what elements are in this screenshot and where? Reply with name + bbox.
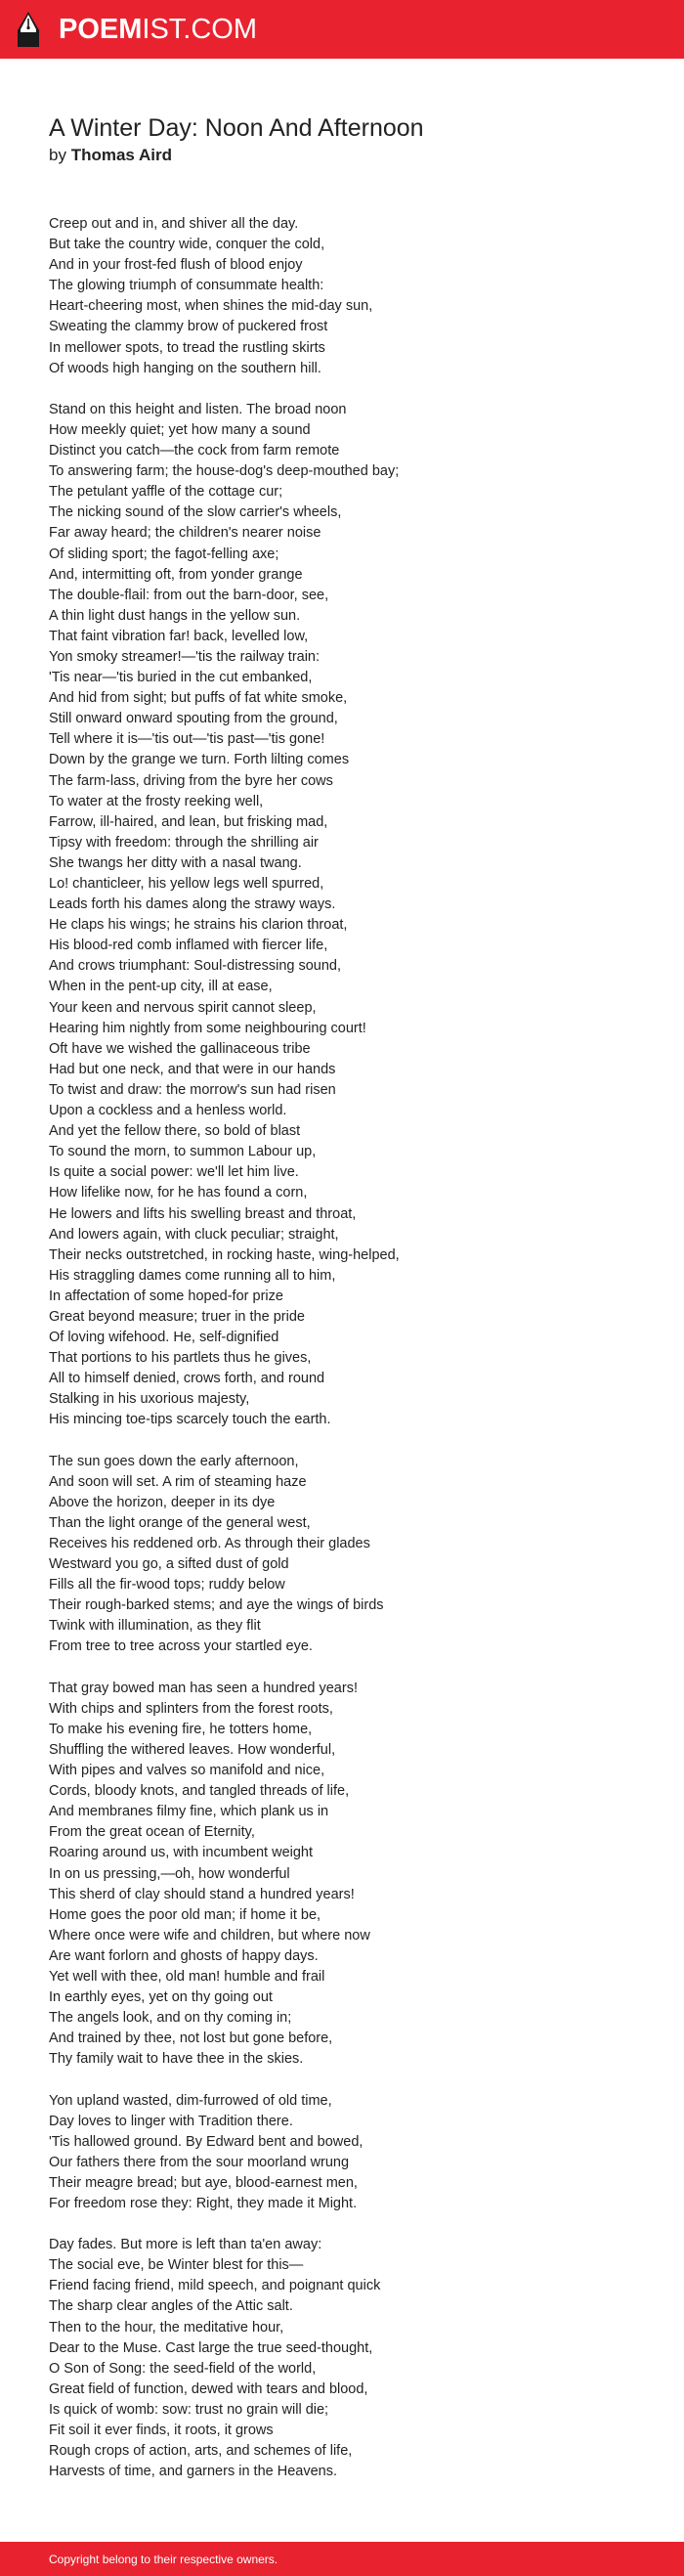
poem-line: For freedom rose they: Right, they made it Might. bbox=[49, 2196, 358, 2211]
poem-line: From tree to tree across your startled eye. bbox=[49, 1638, 313, 1655]
poem-line: Stand on this height and listen. The broad noon bbox=[49, 401, 347, 417]
poem-line: All to himself denied, crows forth, and round bbox=[49, 1371, 325, 1387]
poem-line: The nicking sound of the slow carrier's wheels, bbox=[49, 504, 342, 521]
poem-line: Far away heard; the children's nearer noise bbox=[49, 525, 321, 542]
poem-line: That portions to his partlets thus he gives, bbox=[49, 1350, 312, 1367]
poem-line: Fills all the fir-wood tops; ruddy below bbox=[49, 1577, 285, 1594]
poem-line: Still onward onward spouting from the ground, bbox=[49, 711, 338, 727]
poem-line: Great beyond measure; truer in the pride bbox=[49, 1308, 305, 1325]
poem-line: Farrow, ill-haired, and lean, but frisking mad, bbox=[49, 813, 328, 830]
poem-line: O Son of Song: the seed-field of the world, bbox=[49, 2360, 317, 2377]
footer bbox=[0, 2542, 684, 2576]
poem-line: Rough crops of action, arts, and schemes of life, bbox=[49, 2443, 353, 2460]
poem-line: Hearing him nightly from some neighbouring court! bbox=[49, 1020, 366, 1036]
poem-line: Oft have we wished the gallinaceous tribe bbox=[49, 1040, 311, 1057]
poem-line: Of sliding sport; the fagot-felling axe; bbox=[49, 546, 279, 562]
poem-line: Distinct you catch—the cock from farm remote bbox=[49, 443, 340, 459]
poem-line: And hid from sight; but puffs of fat white smoke, bbox=[49, 690, 348, 707]
stanza bbox=[49, 400, 655, 1431]
poem-line: His mincing toe-tips scarcely touch the earth. bbox=[49, 1412, 331, 1428]
poem-line: And soon will set. A rim of steaming haze bbox=[49, 1473, 307, 1490]
poem-line: He claps his wings; he strains his clarion throat, bbox=[49, 917, 348, 934]
poem-line: She twangs her ditty with a nasal twang. bbox=[49, 854, 302, 871]
poem-line: To answering farm; the house-dog's deep-mouthed bay; bbox=[49, 463, 400, 480]
poem-line: Creep out and in, and shiver all the day. bbox=[49, 216, 299, 232]
poem-title: A Winter Day: Noon And Afternoon bbox=[49, 114, 424, 142]
poem-line: Heart-cheering most, when shines the mid-day sun, bbox=[49, 298, 373, 315]
poem-body bbox=[49, 214, 655, 2503]
poem-line: The social eve, be Winter blest for this— bbox=[49, 2257, 304, 2274]
poem-line: That faint vibration far! back, levelled low, bbox=[49, 628, 309, 644]
poem-line: In mellower spots, to tread the rustling skirts bbox=[49, 339, 325, 356]
poem-line: And lowers again, with cluck peculiar; straight, bbox=[49, 1226, 339, 1243]
poem-line: Is quick of womb: sow: trust no grain will die; bbox=[49, 2401, 329, 2418]
poem-line: Twink with illumination, as they flit bbox=[49, 1618, 261, 1635]
poem-line: Then to the hour, the meditative hour, bbox=[49, 2319, 284, 2336]
poem-line: Shuffling the withered leaves. How wonderful, bbox=[49, 1741, 336, 1758]
poem-line: Sweating the clammy brow of puckered frost bbox=[49, 319, 328, 335]
poem-line: Thy family wait to have thee in the skies. bbox=[49, 2051, 304, 2068]
poem-line: Their meagre bread; but aye, blood-earnest men, bbox=[49, 2174, 358, 2191]
poem-line: Of woods high hanging on the southern hill. bbox=[49, 360, 321, 376]
poem-line: The sharp clear angles of the Attic salt. bbox=[49, 2298, 293, 2315]
poem-line: In earthly eyes, yet on thy going out bbox=[49, 1989, 273, 2006]
author-name: Thomas Aird bbox=[70, 146, 172, 164]
poem-line: The double-flail: from out the barn-door, see, bbox=[49, 587, 329, 603]
poem-line: Tell where it is—'tis out—'tis past—'tis gone! bbox=[49, 731, 325, 748]
stanza bbox=[49, 2235, 655, 2482]
by-label: by bbox=[49, 146, 66, 164]
poem-line: The sun goes down the early afternoon, bbox=[49, 1453, 299, 1469]
stanza bbox=[49, 1452, 655, 1658]
poem-line: Upon a cockless and a henless world. bbox=[49, 1103, 287, 1119]
poem-line: Harvests of time, and garners in the Heavens. bbox=[49, 2464, 337, 2480]
poem-line: When in the pent-up city, ill at ease, bbox=[49, 979, 273, 995]
poem-line: Great field of function, dewed with tears and blood, bbox=[49, 2380, 368, 2397]
poem-line: Day fades. But more is left than ta'en away: bbox=[49, 2237, 322, 2253]
poem-line: Your keen and nervous spirit cannot sleep, bbox=[49, 999, 317, 1016]
poem-line: Are want forlorn and ghosts of happy days. bbox=[49, 1947, 319, 1964]
poem-line: And trained by thee, not lost but gone before, bbox=[49, 2030, 333, 2047]
logo-light-text: IST.COM bbox=[142, 14, 258, 45]
poem-line: In on us pressing,—oh, how wonderful bbox=[49, 1865, 290, 1882]
poem-line: Yon smoky streamer!—'tis the railway train: bbox=[49, 648, 321, 665]
site-logo[interactable] bbox=[59, 13, 257, 46]
poem-line: Cords, bloody knots, and tangled threads of life, bbox=[49, 1783, 350, 1800]
poem-line: Above the horizon, deeper in its dye bbox=[49, 1494, 276, 1510]
poem-line: His blood-red comb inflamed with fiercer life, bbox=[49, 938, 328, 954]
poem-line: Stalking in his uxorious majesty, bbox=[49, 1391, 250, 1408]
stanza bbox=[49, 214, 655, 379]
poem-line: Roaring around us, with incumbent weight bbox=[49, 1845, 314, 1861]
poem-line: Where once were wife and children, but where now bbox=[49, 1927, 370, 1943]
poem-line: Yon upland wasted, dim-furrowed of old time, bbox=[49, 2092, 332, 2109]
poem-line: His straggling dames come running all to him, bbox=[49, 1267, 336, 1284]
poem-line: Day loves to linger with Tradition there. bbox=[49, 2113, 293, 2129]
poem-line: And yet the fellow there, so bold of blast bbox=[49, 1123, 301, 1140]
poem-line: And, intermitting oft, from yonder grange bbox=[49, 566, 303, 583]
poem-line: To twist and draw: the morrow's sun had risen bbox=[49, 1081, 336, 1098]
stanza bbox=[49, 2091, 655, 2215]
poem-line: Dear to the Muse. Cast large the true seed-thought, bbox=[49, 2339, 373, 2356]
poem-line: He lowers and lifts his swelling breast and throat, bbox=[49, 1205, 357, 1222]
poem-line: In affectation of some hoped-for prize bbox=[49, 1288, 283, 1304]
poem-line: Their rough-barked stems; and aye the wings of birds bbox=[49, 1597, 384, 1614]
poem-line: Yet well with thee, old man! humble and frail bbox=[49, 1968, 325, 1985]
poem-line: And membranes filmy fine, which plank us in bbox=[49, 1804, 329, 1820]
poem-line: A thin light dust hangs in the yellow sun. bbox=[49, 607, 301, 624]
poem-line: Lo! chanticleer, his yellow legs well spurred, bbox=[49, 876, 324, 892]
poem-line: With pipes and valves so manifold and nice, bbox=[49, 1763, 325, 1779]
poem-line: The farm-lass, driving from the byre her cows bbox=[49, 772, 333, 789]
poem-line: How lifelike now, for he has found a corn, bbox=[49, 1185, 308, 1201]
logo-bold-text: POEM bbox=[59, 14, 143, 45]
poem-line: Fit soil it ever finds, it roots, it grows bbox=[49, 2423, 274, 2439]
poem-line: Westward you go, a sifted dust of gold bbox=[49, 1556, 289, 1573]
poem-line: But take the country wide, conquer the cold, bbox=[49, 237, 325, 253]
poem-line: Leads forth his dames along the strawy ways. bbox=[49, 896, 336, 913]
pen-nib-icon[interactable] bbox=[16, 11, 41, 48]
poem-line: Receives his reddened orb. As through their glades bbox=[49, 1536, 370, 1551]
poem-line: 'Tis hallowed ground. By Edward bent and bowed, bbox=[49, 2133, 363, 2150]
poem-line: To make his evening fire, he totters home, bbox=[49, 1721, 313, 1737]
poem-line: Is quite a social power: we'll let him live. bbox=[49, 1164, 299, 1181]
poem-line: How meekly quiet; yet how many a sound bbox=[49, 421, 311, 438]
poem-line: To water at the frosty reeking well, bbox=[49, 793, 264, 809]
poem-line: Their necks outstretched, in rocking haste, wing-helped, bbox=[49, 1246, 400, 1263]
poem-line: Of loving wifehood. He, self-dignified bbox=[49, 1330, 279, 1346]
poem-line: Tipsy with freedom: through the shrilling air bbox=[49, 834, 319, 851]
poem-line: And crows triumphant: Soul-distressing sound, bbox=[49, 958, 342, 975]
poem-line: That gray bowed man has seen a hundred years! bbox=[49, 1680, 358, 1696]
poem-line: The glowing triumph of consummate health: bbox=[49, 278, 324, 294]
poem-line: The angels look, and on thy coming in; bbox=[49, 2010, 292, 2027]
poem-line: Home goes the poor old man; if home it be, bbox=[49, 1906, 321, 1923]
poem-line: Our fathers there from the sour moorland wrung bbox=[49, 2154, 350, 2170]
byline bbox=[49, 145, 172, 166]
poem-line: To sound the morn, to summon Labour up, bbox=[49, 1144, 317, 1160]
stanza bbox=[49, 1679, 655, 2071]
poem-line: Down by the grange we turn. Forth lilting comes bbox=[49, 752, 350, 768]
poem-line: From the great ocean of Eternity, bbox=[49, 1824, 255, 1841]
copyright-text: Copyright belong to their respective owners. bbox=[49, 2553, 278, 2566]
poem-line: Than the light orange of the general west, bbox=[49, 1514, 311, 1531]
top-bar bbox=[0, 0, 684, 59]
poem-line: With chips and splinters from the forest roots, bbox=[49, 1700, 333, 1717]
poem-line: Friend facing friend, mild speech, and poignant quick bbox=[49, 2278, 381, 2294]
poem-line: Had but one neck, and that were in our hands bbox=[49, 1061, 336, 1077]
poem-line: The petulant yaffle of the cottage cur; bbox=[49, 484, 283, 501]
poem-line: 'Tis near—'tis buried in the cut embanked, bbox=[49, 670, 313, 686]
poem-line: And in your frost-fed flush of blood enjoy bbox=[49, 257, 303, 274]
poem-line: This sherd of clay should stand a hundred years! bbox=[49, 1886, 355, 1902]
